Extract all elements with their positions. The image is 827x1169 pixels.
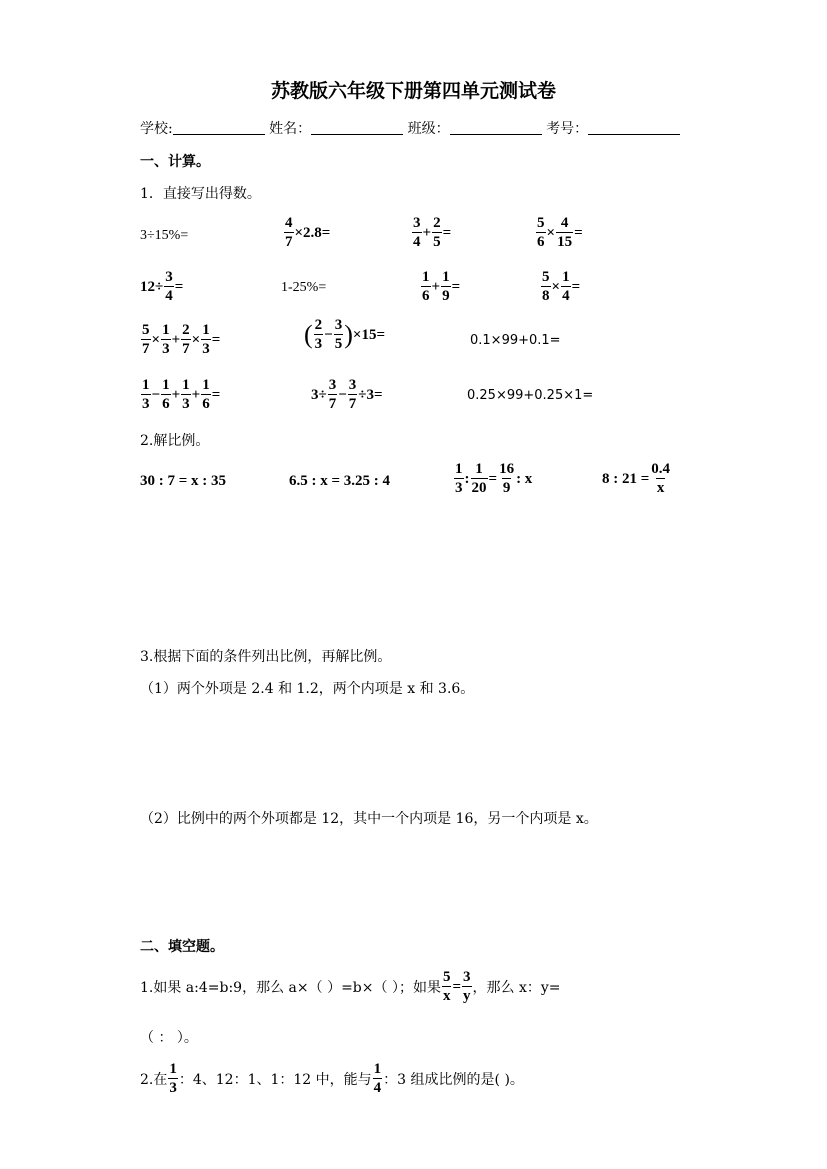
name-blank[interactable] [311,120,403,135]
calc-r4-b [311,378,383,412]
denominator: x [656,480,665,496]
fraction [442,970,452,1004]
question-3-prompt: 3.根据下面的条件列出比例，再解比例。 [140,649,392,665]
numerator: 4 [285,215,293,231]
fraction [432,216,442,250]
fraction [471,462,488,496]
equals: = [174,278,184,295]
operator: × [151,331,161,348]
denominator: 7 [182,341,190,357]
question-text: 2.在 [140,1072,168,1088]
fraction [650,462,671,496]
denominator: 3 [162,341,170,357]
fraction [141,323,151,357]
left-paren: ( [304,320,313,349]
denominator: 4 [413,234,421,250]
numerator: 2 [433,215,441,231]
fraction [314,318,324,352]
numerator: 1 [442,269,450,285]
numerator: 1 [142,377,150,393]
calc-r2-a [140,270,183,304]
calc-r2-b: 1-25%= [281,280,327,295]
fraction [161,378,171,412]
numerator: 1 [475,461,483,477]
equals: = [452,978,462,995]
denominator: 6 [162,396,170,412]
numerator: 1 [422,269,430,285]
denominator: 5 [334,336,343,352]
calc-r1-b [283,216,330,250]
fraction [334,318,344,352]
denominator: 3 [169,1080,177,1096]
expression-rest: : x [516,470,533,487]
fraction [421,270,431,304]
fraction [284,216,294,250]
student-info-line [140,118,680,138]
section1-heading: 一、计算。 [140,154,210,170]
denominator: 7 [142,341,150,357]
calc-r1-d [535,216,583,250]
question-3-part-2: （2）比例中的两个外项都是 12，其中一个内项是 16，另一个内项是 x。 [140,811,598,827]
numerator: 16 [499,461,515,477]
numerator: 1 [162,322,170,338]
calc-r3-a [140,323,220,357]
denominator: 7 [285,234,293,250]
denominator: 6 [422,288,430,304]
right-paren: ) [344,320,353,349]
expression-rest: ÷3= [358,386,383,403]
fraction [161,323,171,357]
operator: − [151,386,161,403]
fraction [556,216,573,250]
fraction [541,270,551,304]
equals: = [571,278,581,295]
numerator: 3 [463,969,471,985]
numerator: 2 [182,322,190,338]
numerator: 3 [165,269,173,285]
question-1-prompt: 1．直接写出得数。 [140,186,261,202]
calc-r1-a: 3÷15%= [140,228,189,243]
fraction [348,378,358,412]
name-label: 姓名： [269,121,312,137]
denominator: 7 [348,396,357,412]
fraction [561,270,571,304]
numerator: 1 [373,1061,382,1077]
equals: = [451,278,461,295]
colon: : [464,470,470,487]
fraction [498,462,515,496]
calc-r2-c [420,270,460,304]
expression-rest: ×15= [352,326,386,343]
denominator: 6 [202,396,210,412]
equals: = [211,386,221,403]
expression-rest: ×2.8= [294,224,331,241]
operator: + [431,278,441,295]
operator: + [171,386,181,403]
operator: + [191,386,201,403]
numerator: 1 [562,269,570,285]
fill-question-2 [140,1062,524,1096]
calc-r2-d [540,270,580,304]
question-text: ：4、12：1、1：12 中，能与 [178,1072,372,1088]
class-label: 班级： [407,121,450,137]
equals: = [574,224,583,241]
section2-heading: 二、填空题。 [140,939,224,955]
numerator: 5 [442,969,451,985]
proportion-c [453,462,532,496]
fraction [201,378,211,412]
denominator: 8 [542,288,550,304]
proportion-d [602,462,672,496]
denominator: y [463,988,471,1004]
denominator: 4 [373,1080,382,1096]
fraction [454,462,464,496]
fraction [141,378,151,412]
page-title: 苏教版六年级下册第四单元测试卷 [270,80,556,102]
school-label: 学校: [140,121,173,137]
denominator: 9 [442,288,450,304]
denominator: 5 [433,234,441,250]
expression-prefix: 12÷ [140,278,164,295]
fraction [168,1062,178,1096]
question-text: 1.如果 a:4=b:9，那么 a×（ ）=b×（ ）；如果 [140,980,441,996]
numerator: 3 [328,377,337,393]
denominator: 9 [502,480,511,496]
operator: + [422,224,432,241]
equals: = [211,331,221,348]
numerator: 1 [182,377,190,393]
operator: × [191,331,201,348]
fraction [412,216,422,250]
denominator: 3 [182,396,190,412]
operator: × [551,278,561,295]
calc-r3-c: 0.1×99+0.1= [470,333,561,348]
fraction [181,378,191,412]
proportion-a: 30 : 7 = x : 35 [140,473,227,489]
numerator: 3 [348,377,357,393]
fill-question-1 [140,970,561,1004]
numerator: 1 [169,1061,177,1077]
denominator: 15 [557,234,573,250]
equals: = [488,470,498,487]
denominator: 4 [165,288,173,304]
denominator: x [442,988,451,1004]
numerator: 5 [537,215,545,231]
numerator: 1 [455,461,463,477]
calc-r4-c: 0.25×99+0.25×1= [467,388,594,403]
operator: − [324,326,333,343]
numerator: 5 [542,269,550,285]
fraction [164,270,174,304]
expression-prefix: 3÷ [311,386,327,403]
question-text: ，那么 x：y= [472,980,561,996]
question-text: ：3 组成比例的是( )。 [383,1072,524,1088]
expression-prefix: 8 : 21 = [602,470,650,487]
question-2-prompt: 2.解比例。 [140,433,210,449]
fraction [181,323,191,357]
denominator: 3 [455,480,463,496]
fill-question-1-answer-blank[interactable]: （ ： ）。 [140,1030,198,1046]
fraction [328,378,338,412]
equals: = [442,224,452,241]
numerator: 1 [202,377,210,393]
fraction [441,270,451,304]
denominator: 20 [471,480,487,496]
denominator: 3 [142,396,150,412]
denominator: 4 [562,288,570,304]
numerator: 0.4 [651,461,671,477]
numerator: 1 [162,377,170,393]
numerator: 3 [334,317,343,333]
exam-number-blank[interactable] [588,120,680,135]
operator: × [546,224,556,241]
numerator: 3 [413,215,421,231]
fraction [201,323,211,357]
fraction [536,216,546,250]
numerator: 1 [202,322,210,338]
denominator: 7 [328,396,337,412]
calc-r3-b [304,318,385,352]
denominator: 6 [537,234,545,250]
numerator: 5 [142,322,150,338]
proportion-b: 6.5 : x = 3.25 : 4 [289,473,391,489]
denominator: 3 [314,336,323,352]
operator: + [171,331,181,348]
numerator: 2 [314,317,323,333]
fraction [373,1062,383,1096]
fraction [462,970,472,1004]
denominator: 3 [202,341,210,357]
class-blank[interactable] [450,120,542,135]
school-blank[interactable] [173,120,265,135]
question-3-part-1: （1）两个外项是 2.4 和 1.2，两个内项是 x 和 3.6。 [140,681,475,697]
calc-r4-a [140,378,220,412]
exam-number-label: 考号： [546,121,589,137]
numerator: 4 [560,215,569,231]
calc-r1-c [411,216,451,250]
operator: − [338,386,347,403]
